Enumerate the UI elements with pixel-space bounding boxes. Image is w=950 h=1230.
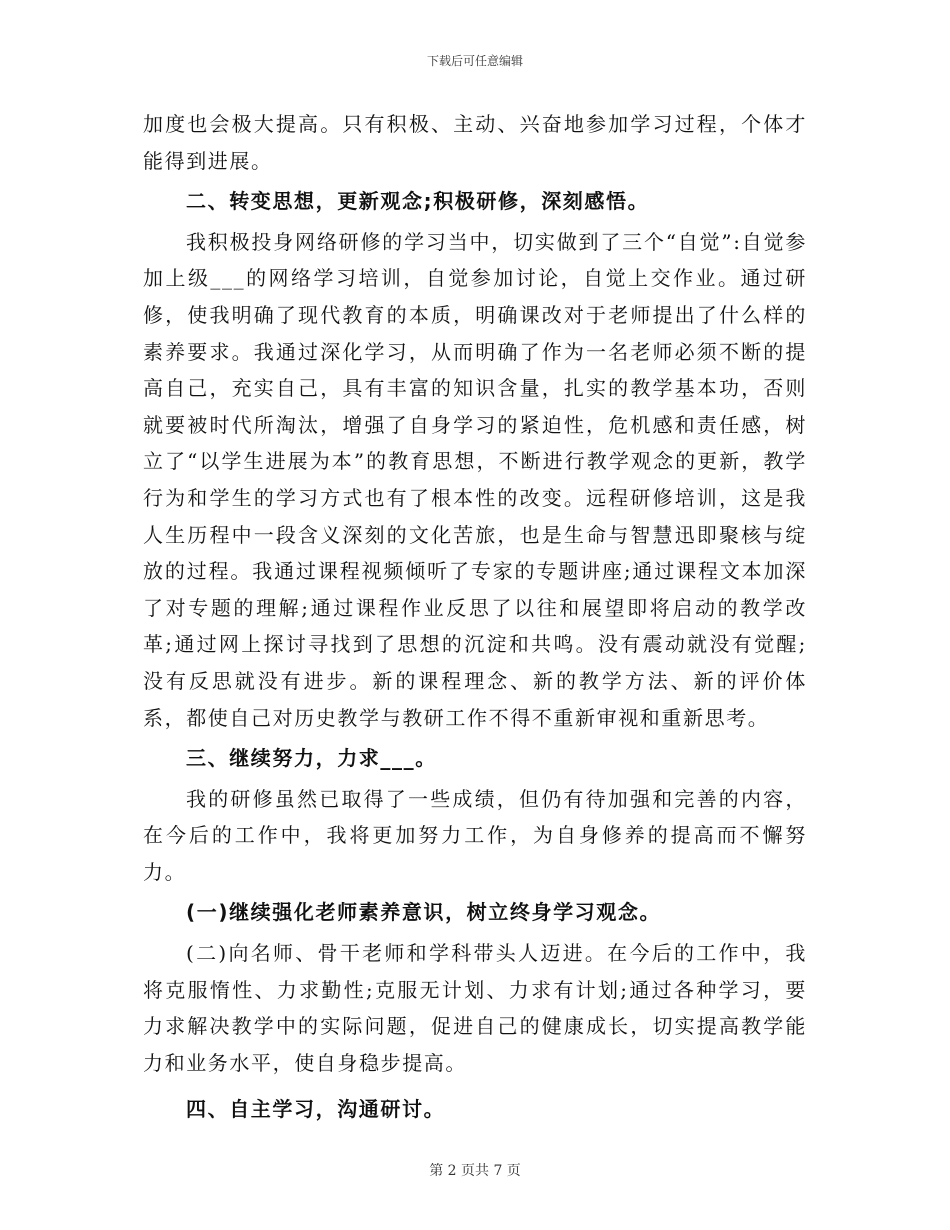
paragraph-subsection-2: (二)向名师、骨干老师和学科带头人迈进。在今后的工作中，我将克服惰性、力求勤性;克服无计划、力求有计划;通过各种学习，要力求解决教学中的实际问题，促进自己的健康成长，切实提高教学能力和业务水平，使自身稳步提高。 — [143, 941, 807, 1075]
paragraph-section-2: 我积极投身网络研修的学习当中，切实做到了三个“自觉”:自觉参加上级___的网络学习培训，自觉参加讨论，自觉上交作业。通过研修，使我明确了现代教育的本质，明确课改对于老师提出了什么样的素养要求。我通过深化学习，从而明确了作为一名老师必须不断的提高自己，充实自己，具有丰富的知识含量，扎实的教学基本功，否则就要被时代所淘汰，增强了自身学习的紧迫性，危机感和责任感，树立了“以学生进展为本”的教育思想，不断进行教学观念的更新，教学行为和学生的学习方式也有了根本性的改变。远程研修培训，这是我人生历程中一段含义深刻的文化苦旅，也是生命与智慧迅即聚核与绽放的过程。我通过课程视频倾听了专家的专题讲座;通过课程文本加深了对专题的理解;通过课程作业反思了以往和展望即将启动的教学改革;通过网上探讨寻找到了思想的沉淀和共鸣。没有震动就没有觉醒;没有反思就没有进步。新的课程理念、新的教学方法、新的评价体系，都使自己对历史教学与教研工作不得不重新审视和重新思考。 — [143, 229, 807, 730]
subsection-heading-1: (一)继续强化老师素养意识，树立终身学习观念。 — [186, 900, 662, 925]
page-header: 下载后可任意编辑 — [426, 54, 523, 68]
paragraph-section-3: 我的研修虽然已取得了一些成绩，但仍有待加强和完善的内容，在今后的工作中，我将更加努力工作，为自身修养的提高而不懈努力。 — [143, 786, 807, 884]
page-footer: 第 2 页共 7 页 — [429, 1163, 521, 1179]
paragraph-continuation: 加度也会极大提高。只有积极、主动、兴奋地参加学习过程，个体才能得到进展。 — [143, 112, 807, 173]
document-body — [143, 106, 807, 1128]
section-heading-3: 三、继续努力，力求___。 — [186, 746, 437, 771]
section-heading-4: 四、自主学习，沟通研讨。 — [186, 1097, 446, 1122]
section-heading-2: 二、转变思想，更新观念;积极研修，深刻感悟。 — [186, 189, 650, 214]
